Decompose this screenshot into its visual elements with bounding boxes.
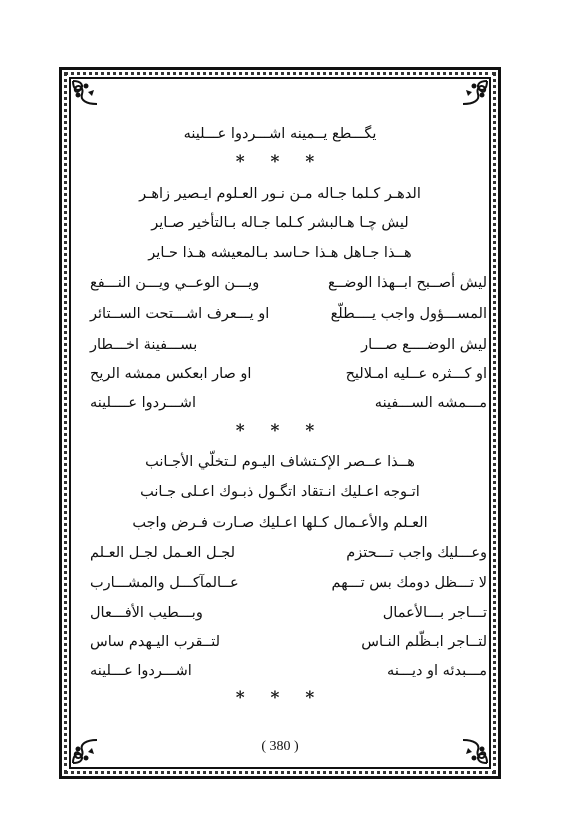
verse-right-hemistich: لتــاجر ابـظّلم النـاس xyxy=(361,634,487,650)
verse-right-hemistich: مـــمشه الســـفينه xyxy=(374,395,487,411)
verse-left-hemistich: لتــقرب اليـهدم ساس xyxy=(90,634,221,650)
verse-left-hemistich: عــالمآكـــل والمشـــارب xyxy=(90,575,239,591)
verse-left-hemistich: لجـل العـمل لجـل العـلم xyxy=(90,545,236,561)
verse-right-hemistich: لا تـــظل دومك بس تـــهم xyxy=(331,575,487,591)
corner-ornament-icon xyxy=(70,78,100,108)
verse-left-hemistich: ويـــن الوعــي ويـــن النـــفع xyxy=(90,275,260,291)
verse-left-hemistich: او يـــعرف اشـــتحت الســتائر xyxy=(90,306,270,322)
verse-left-hemistich: اشـــردوا عـــلينه xyxy=(90,663,192,679)
verse-right-hemistich: ليش الوضــــع صـــار xyxy=(361,337,487,353)
corner-ornament-icon xyxy=(460,78,490,108)
corner-ornament-icon xyxy=(70,736,100,766)
verse-right-hemistich: المســـؤول واجب يــــطلّع xyxy=(330,306,487,322)
corner-ornament-icon xyxy=(460,736,490,766)
verse-line: العـلم والأعـمال كـلها اعـليك صـارت فـرض واجب xyxy=(132,515,428,531)
verse-left-hemistich: او صار ابعكس ممشه الريح xyxy=(90,366,252,382)
verse-right-hemistich: مـــبدئه او ديـــنه xyxy=(387,663,487,679)
verse-right-hemistich: او كـــثره عــليه امـلاليح xyxy=(345,366,487,382)
verse-line: هــذا جـاهل هـذا حـاسد بـالمعيشه هـذا حـاير xyxy=(148,245,412,261)
verse-right-hemistich: تـــاجر بـــالأعمال xyxy=(382,605,487,621)
verse-line: الدهـر كـلما جـاله مـن نـور العـلوم ايـصير زاهـر xyxy=(139,186,421,202)
verse-line: هــذا عــصر الإكـتشاف اليـوم لـتخلّي الأجـانب xyxy=(145,454,415,470)
stars-divider: * * * xyxy=(235,421,325,441)
stars-divider: * * * xyxy=(235,688,325,708)
verse-right-hemistich: ليش أصــبح ابــهذا الوضــع xyxy=(327,275,487,291)
verse-right-hemistich: وعـــليك واجب تـــحتزم xyxy=(346,545,487,561)
stars-divider: * * * xyxy=(235,152,325,172)
verse-line: اتـوجه اعـليك انـتقاد اتگـول ذبـوك اعـلى جـانب xyxy=(140,484,420,500)
page-number: ( 380 ) xyxy=(261,739,299,754)
verse-left-hemistich: بســـفينة اخـــطار xyxy=(90,337,198,353)
verse-line: ليش چـا هـالبشر كـلما جـاله بـالتأخير صـاير xyxy=(151,215,409,231)
verse-left-hemistich: وبـــطيب الأفـــعال xyxy=(90,605,203,621)
refrain-line: يگـــطع يــمينه اشـــردوا عـــلينه xyxy=(183,126,377,142)
verse-left-hemistich: اشـــردوا عــــلينه xyxy=(90,395,196,411)
